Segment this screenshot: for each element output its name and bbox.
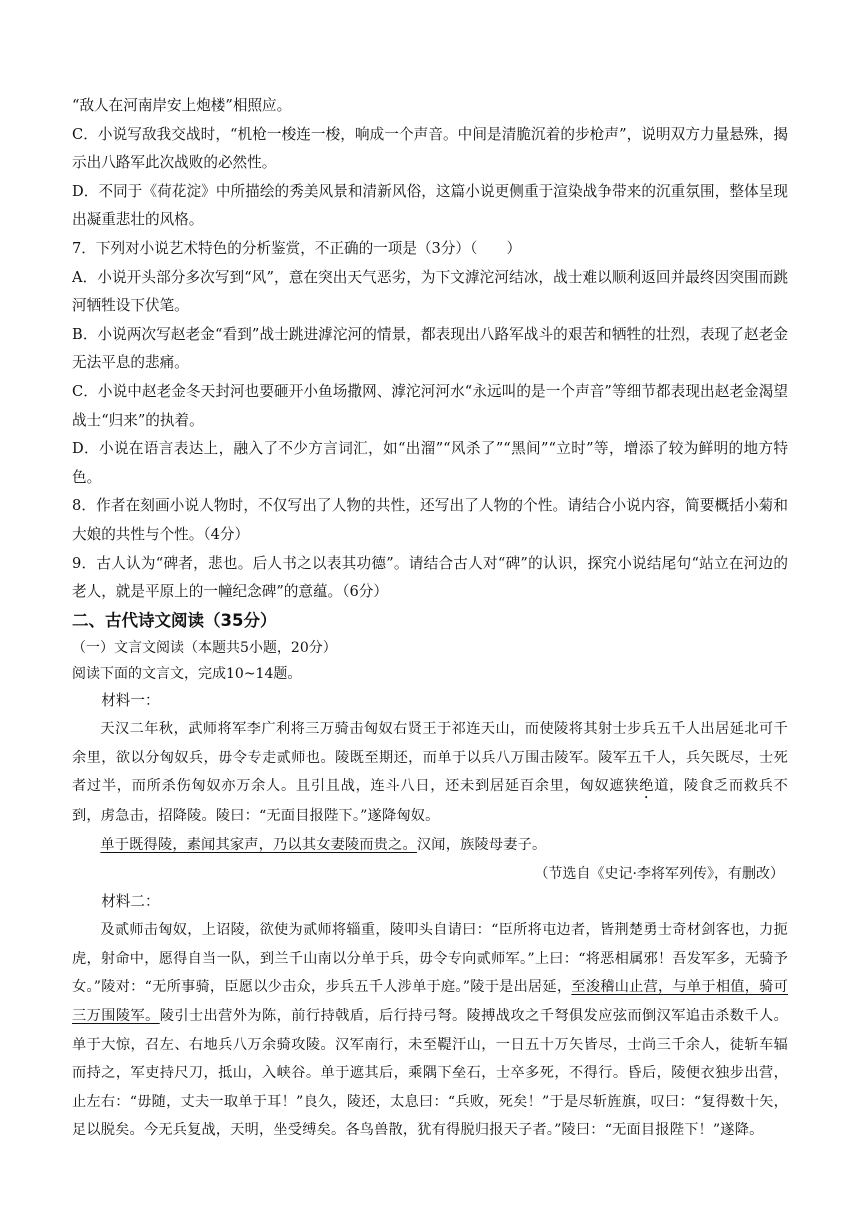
text-span: 及贰师击匈奴，上诏陵，欲使为贰师将辎重，陵叩头自请曰：“臣所将屯边者，皆荆楚勇士奇材剑客也，力扼虎，射命中，愿得自当一队，到兰千山南以分单于兵，毋令专向贰师军。”上曰：“将恶相属邪！吾发军多，无骑予女。”陵对：“无所事骑，臣愿以少击众，步兵五千人涉单于庭。”陵于是出居延，: [72, 922, 788, 996]
question-7-option-d: D．小说在语言表达上，融入了不少方言词汇，如“出溜”“风杀了”“黑间”“立时”等，增添了较为鲜明的地方特色。: [72, 440, 788, 486]
material-1-paragraph-2: [72, 831, 788, 860]
question-7-option-a: A．小说开头部分多次写到“风”，意在突出天气恶劣，为下文滹沱河结冰，战士难以顺利返回并最终因突围而跳河牺牲设下伏笔。: [72, 268, 788, 315]
emphasis-char: 绝: [639, 778, 655, 795]
material-1-paragraph-1: [72, 715, 788, 831]
underlined-sentence: 单于既得陵，素闻其家声，乃以其女妻陵而贵之。: [100, 837, 417, 854]
question-8: 8．作者在刻画小说人物时，不仅写出了人物的共性，还写出了人物的个性。请结合小说内容，简要概括小菊和大娘的共性与个性。（4分）: [72, 497, 788, 543]
instruction: 阅读下面的文言文，完成10~14题。: [72, 665, 302, 682]
text-span: 汉闻，族陵母妻子。: [416, 837, 547, 854]
text-span: 陵引士出营外为陈，前行持戟盾，后行持弓弩。陵搏战攻之千弩俱发应弦而倒汉军追击杀数千人。单于大惊，召左、右地兵八万余骑攻陵。汉军南行，未至鞮汗山，一日五十万矢皆尽，士尚三千余人，徒斩车辐而持之，军吏持尺刀，抵山，入峡谷。单于遮其后，乘隅下垒石，士卒多死，不得行。昏后，陵便衣独步出营，止左右：“毋随，丈夫一取单于耳！”良久，陵还，太息曰：“兵败，死矣！”于是尽斩旌旗，叹曰：“复得数十矢，足以脱矣。今无兵复战，天明，坐受缚矣。各鸟兽散，犹有得脱归报天子者。”陵曰：“无面目报陛下！”遂降。: [72, 1008, 788, 1139]
text-span: 道，陵食乏而救兵不到，虏急击，招降陵。陵曰：“无面目报陛下。”遂降匈奴。: [72, 778, 788, 825]
underlined-sentence: 至浚稽山止营，与单于相值，骑可三万围陵军。: [72, 979, 788, 1025]
question-9: 9．古人认为“碑者，悲也。后人书之以表其功德”。请结合古人对“碑”的认识，探究小说结尾句“站立在河边的老人，就是平原上的一幢纪念碑”的意蕴。（6分）: [72, 554, 788, 601]
text-span: 天汉二年秋，武师将军李广利将三万骑击匈奴右贤王于祁连天山，而使陵将其射士步兵五千人出居延北可千余里，欲以分匈奴兵，毋令专走贰师也。陵既至期还，而单于以兵八万围击陵军。陵军五千人，兵矢既尽，士死者过半，而所杀伤匈奴亦万余人。且引且战，连斗八日，还未到居延百余里，匈奴遮狭: [72, 721, 788, 795]
source-note: （节选自《史记·李将军列传》，有删改）: [534, 865, 784, 882]
subsection-heading: （一）文言文阅读（本题共5小题，20分）: [72, 639, 337, 656]
question-7-option-b: B．小说两次写赵老金“看到”战士跳进滹沱河的情景，都表现出八路军战斗的艰苦和牺牲的壮烈，表现了赵老金无法平息的悲痛。: [72, 325, 788, 372]
document-page: [72, 92, 788, 1145]
question-7: 7．下列对小说艺术特色的分析鉴赏，不正确的一项是（3分）（ ）: [72, 239, 522, 257]
section-heading: 二、古代诗文阅读（35分）: [72, 610, 277, 630]
option-c: C．小说写敌我交战时，“机枪一梭连一梭，响成一个声音。中间是清脆沉着的步枪声”，说明双方力量悬殊，揭示出八路军此次战败的必然性。: [72, 125, 788, 172]
option-d: D．不同于《荷花淀》中所描绘的秀美风景和清新风俗，这篇小说更侧重于渲染战争带来的沉重氛围，整体呈现出凝重悲壮的风格。: [72, 182, 788, 229]
continued-option-line: “敌人在河南岸安上炮楼”相照应。: [72, 97, 292, 114]
question-7-option-c: C．小说中赵老金冬天封河也要砸开小鱼场撒网、滹沱河河水“永远叫的是一个声音”等细节都表现出赵老金渴望战士“归来”的执着。: [72, 382, 788, 429]
material-1-label: 材料一：: [101, 691, 160, 709]
material-2-paragraph: [72, 916, 788, 1145]
material-2-label: 材料二：: [101, 892, 160, 910]
